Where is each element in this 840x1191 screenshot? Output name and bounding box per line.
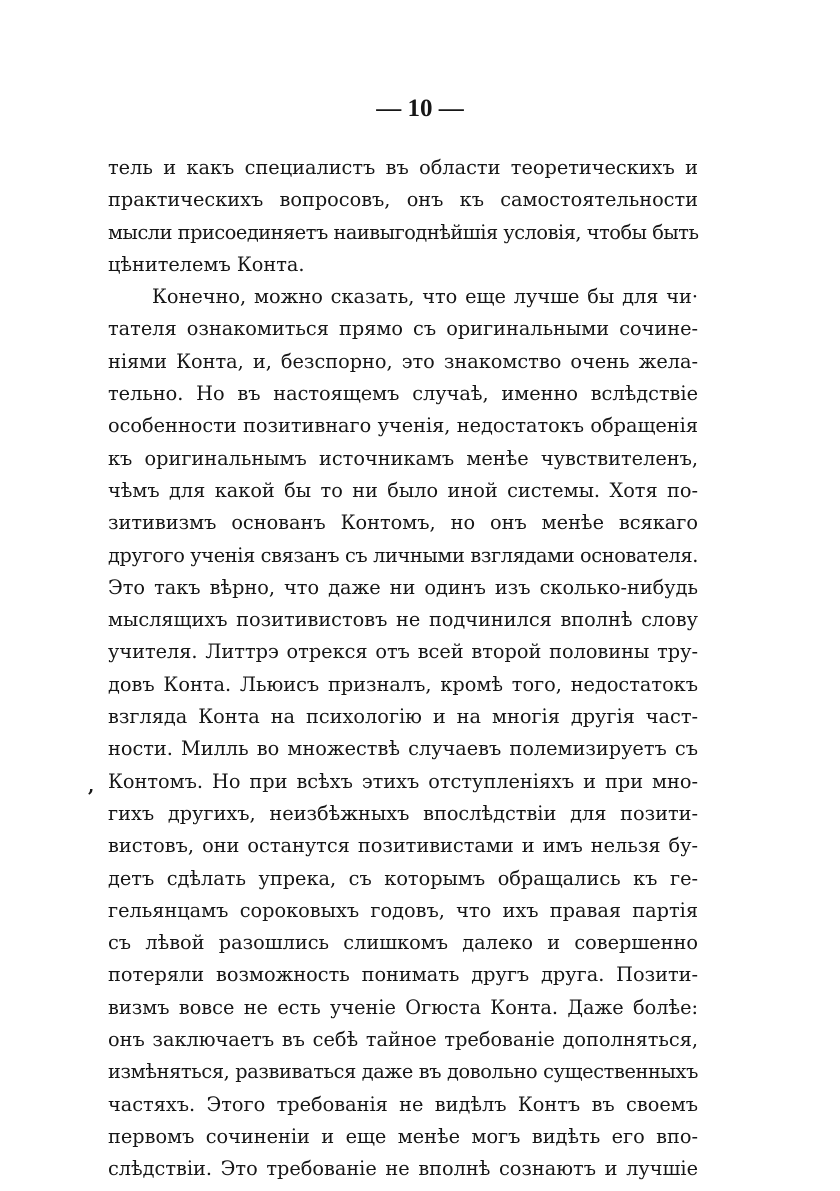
- text-line: тельно. Но въ настоящемъ случаѣ, именно вслѣдствіе: [108, 382, 698, 406]
- page-number: — 10 —: [376, 95, 464, 122]
- text-line: особенности позитивнаго ученія, недостатокъ обращенія: [108, 414, 698, 438]
- text-line: взгляда Конта на психологію и на многія другія част-: [108, 705, 698, 729]
- text-line: визмъ вовсе не есть ученіе Огюста Конта. Даже болѣе:: [108, 995, 698, 1019]
- text-line: ности. Милль во множествѣ случаевъ полемизируетъ съ: [108, 737, 698, 761]
- text-line: чѣмъ для какой бы то ни было иной системы. Хотя по-: [108, 478, 698, 502]
- text-line: довъ Конта. Льюисъ призналъ, кромѣ того, недостатокъ: [108, 672, 698, 696]
- text-line: ніями Конта, и, безспорно, это знакомство очень жела-: [108, 349, 698, 373]
- text-line: практическихъ вопросовъ, онъ къ самостоятельности: [108, 188, 698, 212]
- text-line: измѣняться, развиваться даже въ довольно существенныхъ: [108, 1060, 698, 1084]
- text-line: потеряли возможность понимать другъ друга. Позити-: [108, 963, 698, 987]
- text-line: цѣнителемъ Конта.: [108, 252, 305, 276]
- stray-print-mark: ,: [88, 776, 95, 797]
- text-line: Контомъ. Но при всѣхъ этихъ отступленіяхъ и при мно-: [108, 769, 698, 793]
- text-line: Конечно, можно сказать, что еще лучше бы для чи·: [152, 285, 698, 309]
- text-line: слѣдствіи. Это требованіе не вполнѣ сознаютъ и лучшіе: [108, 1157, 698, 1181]
- text-line: къ оригинальнымъ источникамъ менѣе чувствителенъ,: [108, 446, 698, 470]
- text-line: другого ученія связанъ съ личными взглядами основателя.: [108, 543, 699, 567]
- text-line: гихъ другихъ, неизбѣжныхъ впослѣдствіи для позити-: [108, 801, 698, 825]
- text-line: вистовъ, они останутся позитивистами и имъ нельзя бу-: [108, 834, 698, 858]
- text-line: онъ заключаетъ въ себѣ тайное требованіе дополняться,: [108, 1028, 698, 1052]
- text-line: гельянцамъ сороковыхъ годовъ, что ихъ правая партія: [108, 898, 698, 922]
- body-text: [108, 152, 698, 1186]
- text-line: съ лѣвой разошлись слишкомъ далеко и совершенно: [108, 931, 698, 955]
- text-line: тель и какъ специалистъ въ области теоретическихъ и: [108, 156, 698, 179]
- text-line: зитивизмъ основанъ Контомъ, но онъ менѣе всякаго: [108, 511, 698, 535]
- text-line: учителя. Литтрэ отрекся отъ всей второй половины тру-: [108, 640, 698, 664]
- text-line: мысли присоединяетъ наивыгоднѣйшія условія, чтобы быть: [108, 220, 699, 244]
- text-line: мыслящихъ позитивистовъ не подчинился вполнѣ слову: [108, 608, 698, 632]
- text-line: Это такъ вѣрно, что даже ни одинъ изъ сколько-нибудь: [108, 575, 698, 599]
- text-line: первомъ сочиненіи и еще менѣе могъ видѣть его впо-: [108, 1124, 698, 1148]
- text-line: детъ сдѣлать упрека, съ которымъ обращались къ ге-: [108, 866, 698, 890]
- text-line: частяхъ. Этого требованія не видѣлъ Контъ въ своемъ: [108, 1092, 698, 1116]
- paragraph-1: [108, 152, 698, 281]
- text-line: тателя ознакомиться прямо съ оригинальными сочине-: [108, 317, 698, 341]
- paragraph-2: [108, 281, 698, 1185]
